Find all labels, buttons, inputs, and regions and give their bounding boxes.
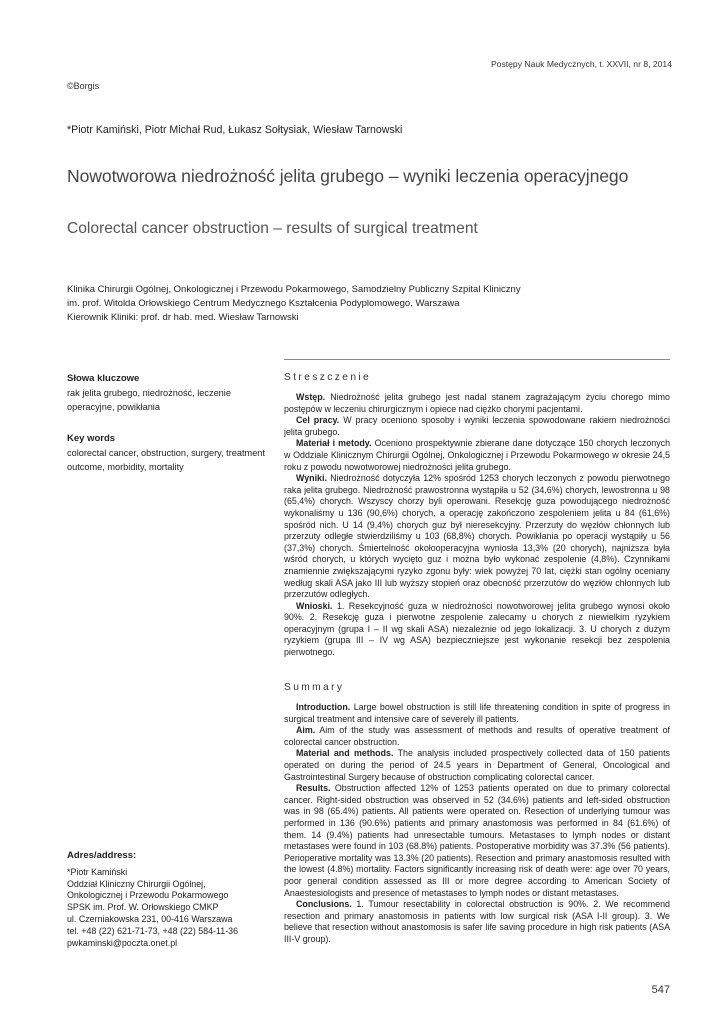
address-heading: Adres/address: [67,850,137,861]
abstract-paragraph [284,473,670,601]
paragraph-label: Wstęp. [296,392,326,402]
section-divider [284,359,670,360]
title-english: Colorectal cancer obstruction – results of surgical treatment [67,220,478,237]
address-line: Onkologicznej i Przewodu Pokarmowego [67,890,229,901]
address-line: SPSK im. Prof. W. Orłowskiego CMKP [67,902,219,913]
paragraph-label: Cel pracy. [296,415,340,426]
email-link[interactable]: pwkaminski@poczta.onet.pl [67,937,178,948]
abstract-paragraph [284,415,670,438]
keywords-english-heading: Key words [67,433,116,444]
paragraph-text: Obstruction affected 12% of 1253 patients operated on due to primary colorectal cancer. Right-sided obstruction was observed in 52 (34.6%) patients and left-sided obstruction was in 98 (65.4%) patients. All patients were operated on. Resection of underlying tumour was performed in 136 (90.6%) patients and primary anastomosis was performed in 84 (61.6%) of them. 14 (9.4%) patients had unresectable tumours. Metastases to lymph nodes or distant metastases were found in 103 (68.8%) patients. Postoperative morbidity was 37.3% (56 patients). Perioperative mortality was 13.3% (20 patients). Resection and primary anastomosis resulted with the lowest (4.8%) mortality. Factors significantly increasing risk of death were: age over 70 years, poor general condition assessed as III or more degree according to American Society of Anaestesiologists and presence of metastases to lymph nodes or distant metastases. [284,783,670,898]
keywords-polish-text: rak jelita grubego, niedrożność, leczenie operacyjne, powikłania [67,388,231,412]
author-list: *Piotr Kamiński, Piotr Michał Rud, Łukasz Sołtysiak, Wiesław Tarnowski [67,124,403,136]
keywords-polish [67,372,267,414]
streszczenie-body [284,392,670,659]
paragraph-label: Material and methods. [296,748,394,759]
paragraph-text: The analysis included prospectively collected data of 150 patients operated on during the period of 24.5 years in Department of General, Oncological and Gastrointestinal Surgery because of obstruction complicating colorectal cancer. [284,748,670,782]
paragraph-text: Niedrożność dotyczyła 12% spośród 1253 chorych leczonych z powodu pierwotnego raka jelita grubego. Niedrożność prawostronna wystąpiła u 52 (34,6%) chorych, lewostronna u 98 (65,4%) chorych. Wszyscy chorzy byli operowani. Resekcję guza powodującego niedrożność wykonaliśmy u 136 (90,6%) chorych, a operację zakończono zespoleniem jelita u 84 (61,6%) spośród nich. U 14 (9,4%) chorych guz był nieresekcyjny. Przerzuty do węzłów chłonnych lub przerzuty odległe stwierdziliśmy u 103 (68,8%) chorych. Powikłania po operacji wystąpiły u 56 (37,3%) chorych. Śmiertelność okołooperacyjna wyniosła 13,3% (20 chorych), najniższa była wśród chorych, u których wycięto guz i można było wykonać zespolenie (4,8%). Czynnikami znamiennie zwiększającymi ryzyko zgonu były: wiek powyżej 70 lat, ciężki stan ogólny oceniany według skali ASA jako III lub wyższy stopień oraz obecność przerzutów do węzłów chłonnych lub przerzutów odległych. [284,473,670,600]
abstract-paragraph [284,601,670,659]
keywords-english [67,432,267,474]
paragraph-text: Oceniono prospektywnie zbierane dane dotyczące 150 chorych leczonych w Oddziale Klinicznym Chirurgii Ogólnej, Onkologicznej i Przewodu Pokarmowego w okresie 24,5 roku z powodu nowotworowej niedrożności jelita grubego. [284,438,671,472]
abstract-paragraph [284,438,670,473]
paragraph-text: 1. Tumour resectability in colorectal obstruction is 90%. 2. We recommend resection and primary anastomosis in patients with low surgical risk (ASA I-II group). 3. We believe that resection without anastomosis is safer life saving procedure in high risk patients (ASA III-V group). [284,899,670,944]
paragraph-label: Aim. [296,725,316,736]
paragraph-text: Large bowel obstruction is still life threatening condition in spite of progress in surgical treatment and intensive care of severely ill patients. [284,702,670,724]
paragraph-text: Aim of the study was assessment of methods and results of operative treatment of colorectal cancer obstruction. [284,725,670,747]
abstract-paragraph [284,783,670,899]
title-polish: Nowotworowa niedrożność jelita grubego – wyniki leczenia operacyjnego [67,166,629,186]
paragraph-text: 1. Resekcyjność guza w niedrożności nowotworowej jelita grubego wynosi około 90%. 2. Resekcję guza i pierwotne zespolenie zalecamy u chorych z niewielkim ryzykiem operacyjnym (grupa I – II wg skali ASA) niezależnie od jego lokalizacji. 3. U chorych z dużym ryzykiem (grupa III – IV wg ASA) bezpieczniejsze jest wykonanie resekcji bez zespolenia pierwotnego. [284,600,670,658]
summary-body [284,702,670,945]
journal-citation: Postępy Nauk Medycznych, t. XXVII, nr 8, 2014 [490,59,672,69]
correspondence-address [67,850,277,949]
address-line: *Piotr Kamiński [67,866,128,877]
summary-heading: Summary [284,682,345,693]
paragraph-label: Wyniki. [296,473,327,484]
affiliation-head: Kierownik Kliniki: prof. dr hab. med. Wiesław Tarnowski [67,312,299,323]
address-line: Oddział Kliniczny Chirurgii Ogólnej, [67,878,206,889]
abstract-paragraph [284,725,670,748]
abstract-paragraph [284,899,670,945]
paragraph-label: Results. [296,783,331,794]
address-line: tel. +48 (22) 621-71-73, +48 (22) 584-11-36 [67,925,239,936]
affiliation-line: Klinika Chirurgii Ogólnej, Onkologicznej i Przewodu Pokarmowego, Samodzielny Publiczny Szpital Kliniczny [67,284,521,295]
paragraph-text: Niedrożność jelita grubego jest nadal stanem zagrażającym życiu chorego mimo postępów w leczeniu chirurgicznym i opiece nad ciężko chorymi pacjentami. [284,392,670,414]
affiliation [67,283,521,325]
affiliation-line: im. prof. Witolda Orłowskiego Centrum Medycznego Kształcenia Podyplomowego, Warszawa [67,298,460,309]
abstract-paragraph [284,392,670,415]
paragraph-text: W pracy oceniono sposoby i wyniki leczenia spowodowane rakiem niedrożności jelita grubego. [284,415,671,437]
paragraph-label: Conclusions. [296,899,352,910]
keywords-polish-heading: Słowa kluczowe [67,373,140,384]
paragraph-label: Materiał i metody. [296,438,372,449]
keywords-english-text: colorectal cancer, obstruction, surgery, treatment outcome, morbidity, mortality [67,448,265,472]
paragraph-label: Wnioski. [296,600,333,611]
abstract-paragraph [284,748,670,783]
publisher-label: ©Borgis [67,81,100,91]
abstract-paragraph [284,702,670,725]
address-line: ul. Czerniakowska 231, 00-416 Warszawa [67,913,233,924]
page-number: 547 [651,984,670,996]
paragraph-label: Introduction. [296,702,351,712]
streszczenie-heading: Streszczenie [284,372,372,383]
